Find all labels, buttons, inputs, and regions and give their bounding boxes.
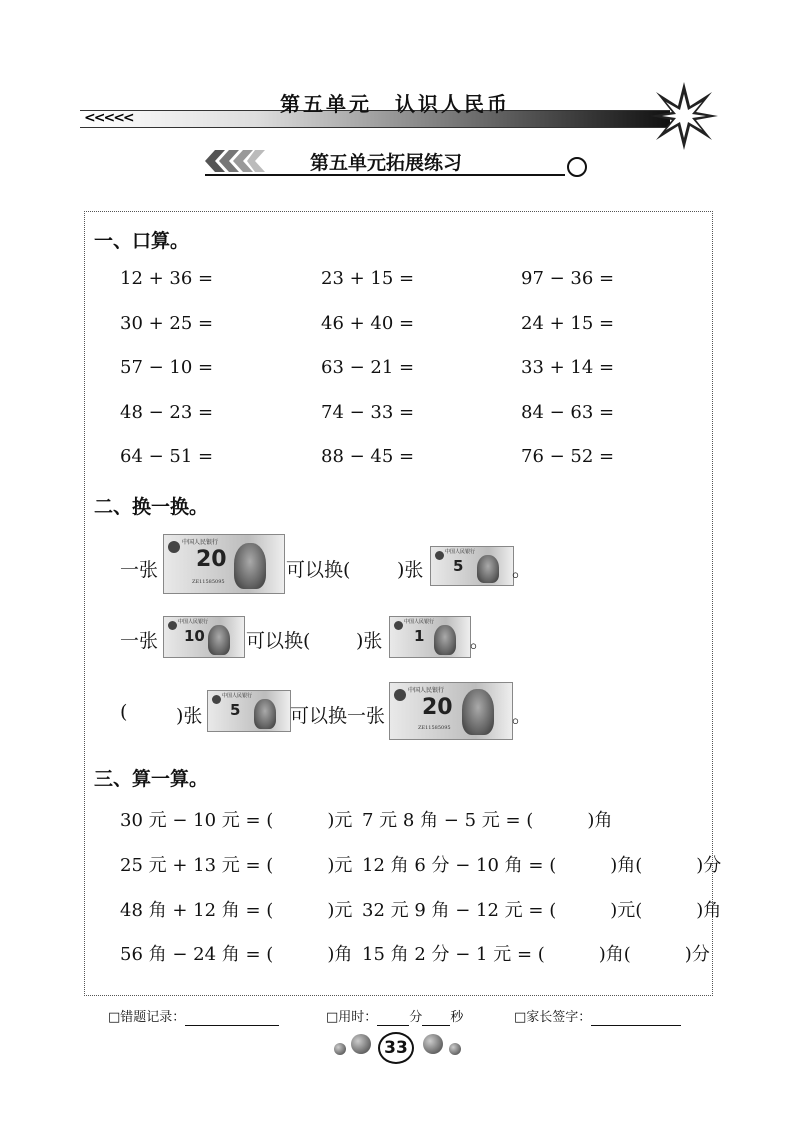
banknote-1-yuan-image	[389, 616, 471, 658]
parent-signature	[514, 1006, 681, 1026]
equation: 46 + 40 =	[321, 313, 415, 334]
equation: 97 − 36 =	[521, 268, 615, 289]
equation: 33 + 14 =	[521, 357, 615, 378]
mistake-record-blank	[185, 1010, 279, 1026]
exchange-text: 一张	[120, 559, 159, 581]
time-label: □用时：	[326, 1010, 378, 1025]
equation: 63 − 21 =	[321, 357, 415, 378]
exchange-text: 。	[512, 559, 532, 581]
equation: 23 + 15 =	[321, 268, 415, 289]
note-caption: 中国人民银行	[178, 619, 209, 625]
note-caption: 中国人民银行	[445, 549, 476, 555]
header-chevron-icon: <<<<<	[84, 110, 133, 126]
note-denomination: 5	[453, 557, 464, 575]
emblem-icon	[168, 621, 177, 630]
note-caption: 中国人民银行	[408, 687, 445, 694]
mistake-record	[108, 1006, 279, 1026]
parent-signature-blank	[591, 1010, 681, 1026]
equation: 84 − 63 =	[521, 402, 615, 423]
equation: 24 + 15 =	[521, 313, 615, 334]
mistake-record-label: □错题记录：	[108, 1010, 186, 1025]
exchange-text: )张	[176, 705, 203, 727]
circle-icon	[567, 157, 587, 177]
money-equation: 32 元 9 角 − 12 元 = ( )元( )角	[362, 900, 722, 921]
note-serial: ZE11585095	[418, 725, 451, 731]
emblem-icon	[168, 541, 180, 553]
decor-dot-icon	[449, 1043, 461, 1055]
note-denomination: 5	[230, 701, 241, 719]
banknote-20-yuan-image	[163, 534, 285, 594]
page-number: 33	[378, 1032, 414, 1064]
note-caption: 中国人民银行	[404, 619, 435, 625]
money-equation: 12 角 6 分 − 10 角 = ( )角( )分	[362, 855, 722, 876]
emblem-icon	[212, 695, 221, 704]
equation: 64 − 51 =	[120, 446, 214, 467]
equation: 30 + 25 =	[120, 313, 214, 334]
unit-title: 第五单元 认识人民币	[280, 92, 510, 116]
banknote-5-yuan-image	[207, 690, 291, 732]
exchange-text: 。	[512, 705, 532, 727]
note-denomination: 20	[422, 695, 453, 720]
money-equation: 15 角 2 分 − 1 元 = ( )角( )分	[362, 944, 710, 965]
part2-heading: 二、换一换。	[94, 496, 209, 518]
note-denomination: 10	[184, 627, 205, 645]
exchange-text: 。	[470, 630, 490, 652]
portrait-image	[477, 555, 499, 583]
section-title: 第五单元拓展练习	[310, 152, 463, 174]
portrait-image	[434, 625, 456, 655]
emblem-icon	[394, 621, 403, 630]
portrait-image	[208, 625, 230, 655]
equation: 88 − 45 =	[321, 446, 415, 467]
portrait-image	[462, 689, 494, 735]
note-serial: ZE11585095	[192, 579, 225, 585]
exchange-text: 一张	[120, 630, 159, 652]
banknote-20-yuan-image	[389, 682, 513, 740]
exchange-text: (	[120, 701, 128, 723]
note-denomination: 1	[414, 627, 425, 645]
money-equation: 30 元 − 10 元 = ( )元	[120, 810, 353, 831]
equation: 12 + 36 =	[120, 268, 214, 289]
decor-dot-icon	[334, 1043, 346, 1055]
money-equation: 56 角 − 24 角 = ( )角	[120, 944, 353, 965]
time-record	[326, 1006, 463, 1026]
money-equation: 7 元 8 角 − 5 元 = ( )角	[362, 810, 613, 831]
section-underline	[205, 174, 565, 176]
seconds-label: 秒	[450, 1010, 464, 1025]
equation: 76 − 52 =	[521, 446, 615, 467]
exchange-text: )张	[356, 630, 383, 652]
part1-heading: 一、口算。	[94, 230, 190, 252]
note-caption: 中国人民银行	[222, 693, 253, 699]
emblem-icon	[394, 689, 406, 701]
equation: 48 − 23 =	[120, 402, 214, 423]
exchange-text: 可以换(	[246, 630, 311, 652]
money-equation: 25 元 + 13 元 = ( )元	[120, 855, 353, 876]
banknote-5-yuan-image	[430, 546, 514, 586]
money-equation: 48 角 + 12 角 = ( )元	[120, 900, 353, 921]
banknote-10-yuan-image	[163, 616, 245, 658]
exchange-text: 可以换一张	[290, 705, 386, 727]
note-caption: 中国人民银行	[182, 539, 219, 546]
note-denomination: 20	[196, 547, 227, 572]
portrait-image	[234, 543, 266, 589]
exchange-text: 可以换(	[286, 559, 351, 581]
part3-heading: 三、算一算。	[94, 768, 209, 790]
equation: 57 − 10 =	[120, 357, 214, 378]
section-chevron-icon	[205, 150, 265, 172]
decor-dot-icon	[423, 1034, 443, 1054]
exchange-text: )张	[397, 559, 424, 581]
portrait-image	[254, 699, 276, 729]
emblem-icon	[435, 551, 444, 560]
star-burst-icon	[648, 80, 720, 152]
equation: 74 − 33 =	[321, 402, 415, 423]
parent-signature-label: □家长签字：	[514, 1010, 592, 1025]
minutes-label: 分	[409, 1010, 423, 1025]
decor-dot-icon	[351, 1034, 371, 1054]
